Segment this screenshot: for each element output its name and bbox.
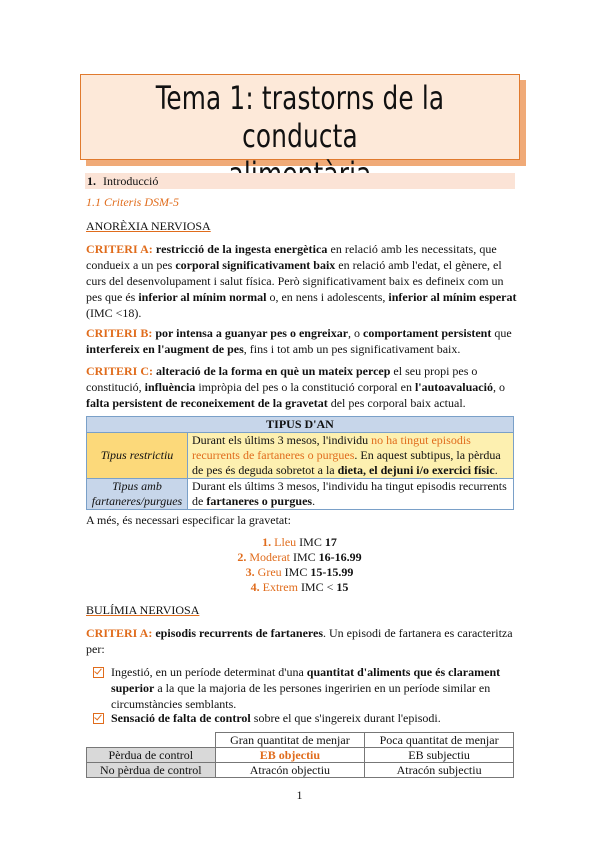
heading-bulimia: BULÍMIA NERVIOSA — [86, 603, 200, 617]
title-box — [80, 74, 520, 160]
section-heading — [85, 173, 515, 189]
row-header-no-perdua: No pèrdua de control — [87, 763, 216, 778]
row-header-perdua: Pèrdua de control — [87, 748, 216, 763]
heading-anorexia: ANORÈXIA NERVIOSA — [86, 219, 211, 233]
crit-c-line-3: falta persistent de reconeixement de la gravetat del pes corporal baix actual. — [86, 396, 466, 410]
bullet-2: Sensació de falta de control sobre el que s'ingereix durant l'episodi. — [111, 711, 441, 725]
row-desc-purgues: Durant els últims 3 mesos, l'individu ha tingut episodis recurrents de fartaneres o purgues. — [188, 479, 514, 510]
row-label-restrictiu: Tipus restrictiu — [87, 433, 188, 479]
table-empty-cell — [87, 733, 216, 748]
crit-a-line-2: condueix a un pes corporal significativament baix en relació amb l'edat, el gènere, el — [86, 258, 502, 272]
table-row — [87, 433, 514, 479]
bullet-1-line-2: superior a la que la majoria de les persones ingeririen en un període similar en — [111, 681, 491, 695]
crit-a-line-4: pes que és inferior al mínim normal o, en nens i adolescents, inferior al mínim esperat — [86, 290, 517, 304]
cell-atracon-objectiu: Atracón objectiu — [215, 763, 365, 778]
table-row — [87, 479, 514, 510]
bn-crit-a-line-2: per: — [86, 642, 105, 656]
table-row — [87, 748, 514, 763]
table-fartaneres — [86, 732, 514, 778]
col-header-gran: Gran quantitat de menjar — [215, 733, 365, 748]
section-number: 1. — [87, 174, 96, 188]
cell-eb-objectiu: EB objectiu — [215, 748, 365, 763]
crit-b-line-2: interfereix en l'augment de pes, fins i tot amb un pes significativament baix. — [86, 342, 461, 356]
bn-crit-a-line-1: CRITERI A: episodis recurrents de fartaneres. Un episodi de fartanera es caracteritza — [86, 626, 513, 640]
row-desc-restrictiu: Durant els últims 3 mesos, l'individu no ha tingut episodis recurrents de fartaneres o purgues. En aquest subtipus, la pèrdua de pes és deguda sobretot a la dieta, el dejuni i/o exercici físic. — [188, 433, 514, 479]
checkbox-icon — [93, 713, 104, 724]
crit-c-line-1: CRITERI C: alteració de la forma en què un mateix percep el seu propi pes o — [86, 364, 478, 378]
table-header: TIPUS D'AN — [87, 417, 514, 433]
table-tipus-an — [86, 416, 514, 510]
cell-eb-subjectiu: EB subjectiu — [365, 748, 514, 763]
list-item: 3. Greu IMC 15-15.99 — [245, 565, 354, 579]
section-label: Introducció — [103, 174, 159, 188]
list-item: 4. Extrem IMC < 15 — [250, 580, 349, 594]
table-row — [87, 763, 514, 778]
gravetat-intro: A més, és necessari especificar la gravetat: — [86, 513, 291, 527]
col-header-poca: Poca quantitat de menjar — [365, 733, 514, 748]
checkbox-icon — [93, 667, 104, 678]
page-number: 1 — [296, 788, 303, 802]
bullet-1-line-1: Ingestió, en un període determinat d'una quantitat d'aliments que és clarament — [111, 665, 501, 679]
table-row — [87, 733, 514, 748]
crit-c-line-2: constitució, influència impròpia del pes o la constitució corporal en l'autoavaluació, o — [86, 380, 505, 394]
row-label-purgues: Tipus amb fartaneres/purgues — [87, 479, 188, 510]
crit-b-line-1: CRITERI B: por intensa a guanyar pes o engreixar, o comportament persistent que — [86, 326, 512, 340]
cell-atracon-subjectiu: Atracón subjectiu — [365, 763, 514, 778]
list-item: 2. Moderat IMC 16-16.99 — [237, 550, 362, 564]
subsection-title: 1.1 Criteris DSM-5 — [86, 195, 179, 209]
crit-a-line-1: CRITERI A: restricció de la ingesta energètica en relació amb les necessitats, que — [86, 242, 497, 256]
crit-a-line-5: (IMC <18). — [86, 306, 142, 320]
list-item: 1. Lleu IMC 17 — [262, 535, 337, 549]
bullet-1-line-3: circumstàncies semblants. — [111, 697, 237, 711]
crit-a-line-3: curs del desenvolupament i salut física. Però significativament baix es defineix com un — [86, 274, 504, 288]
title-line-1: Tema 1: trastorns de la conducta — [155, 79, 445, 155]
